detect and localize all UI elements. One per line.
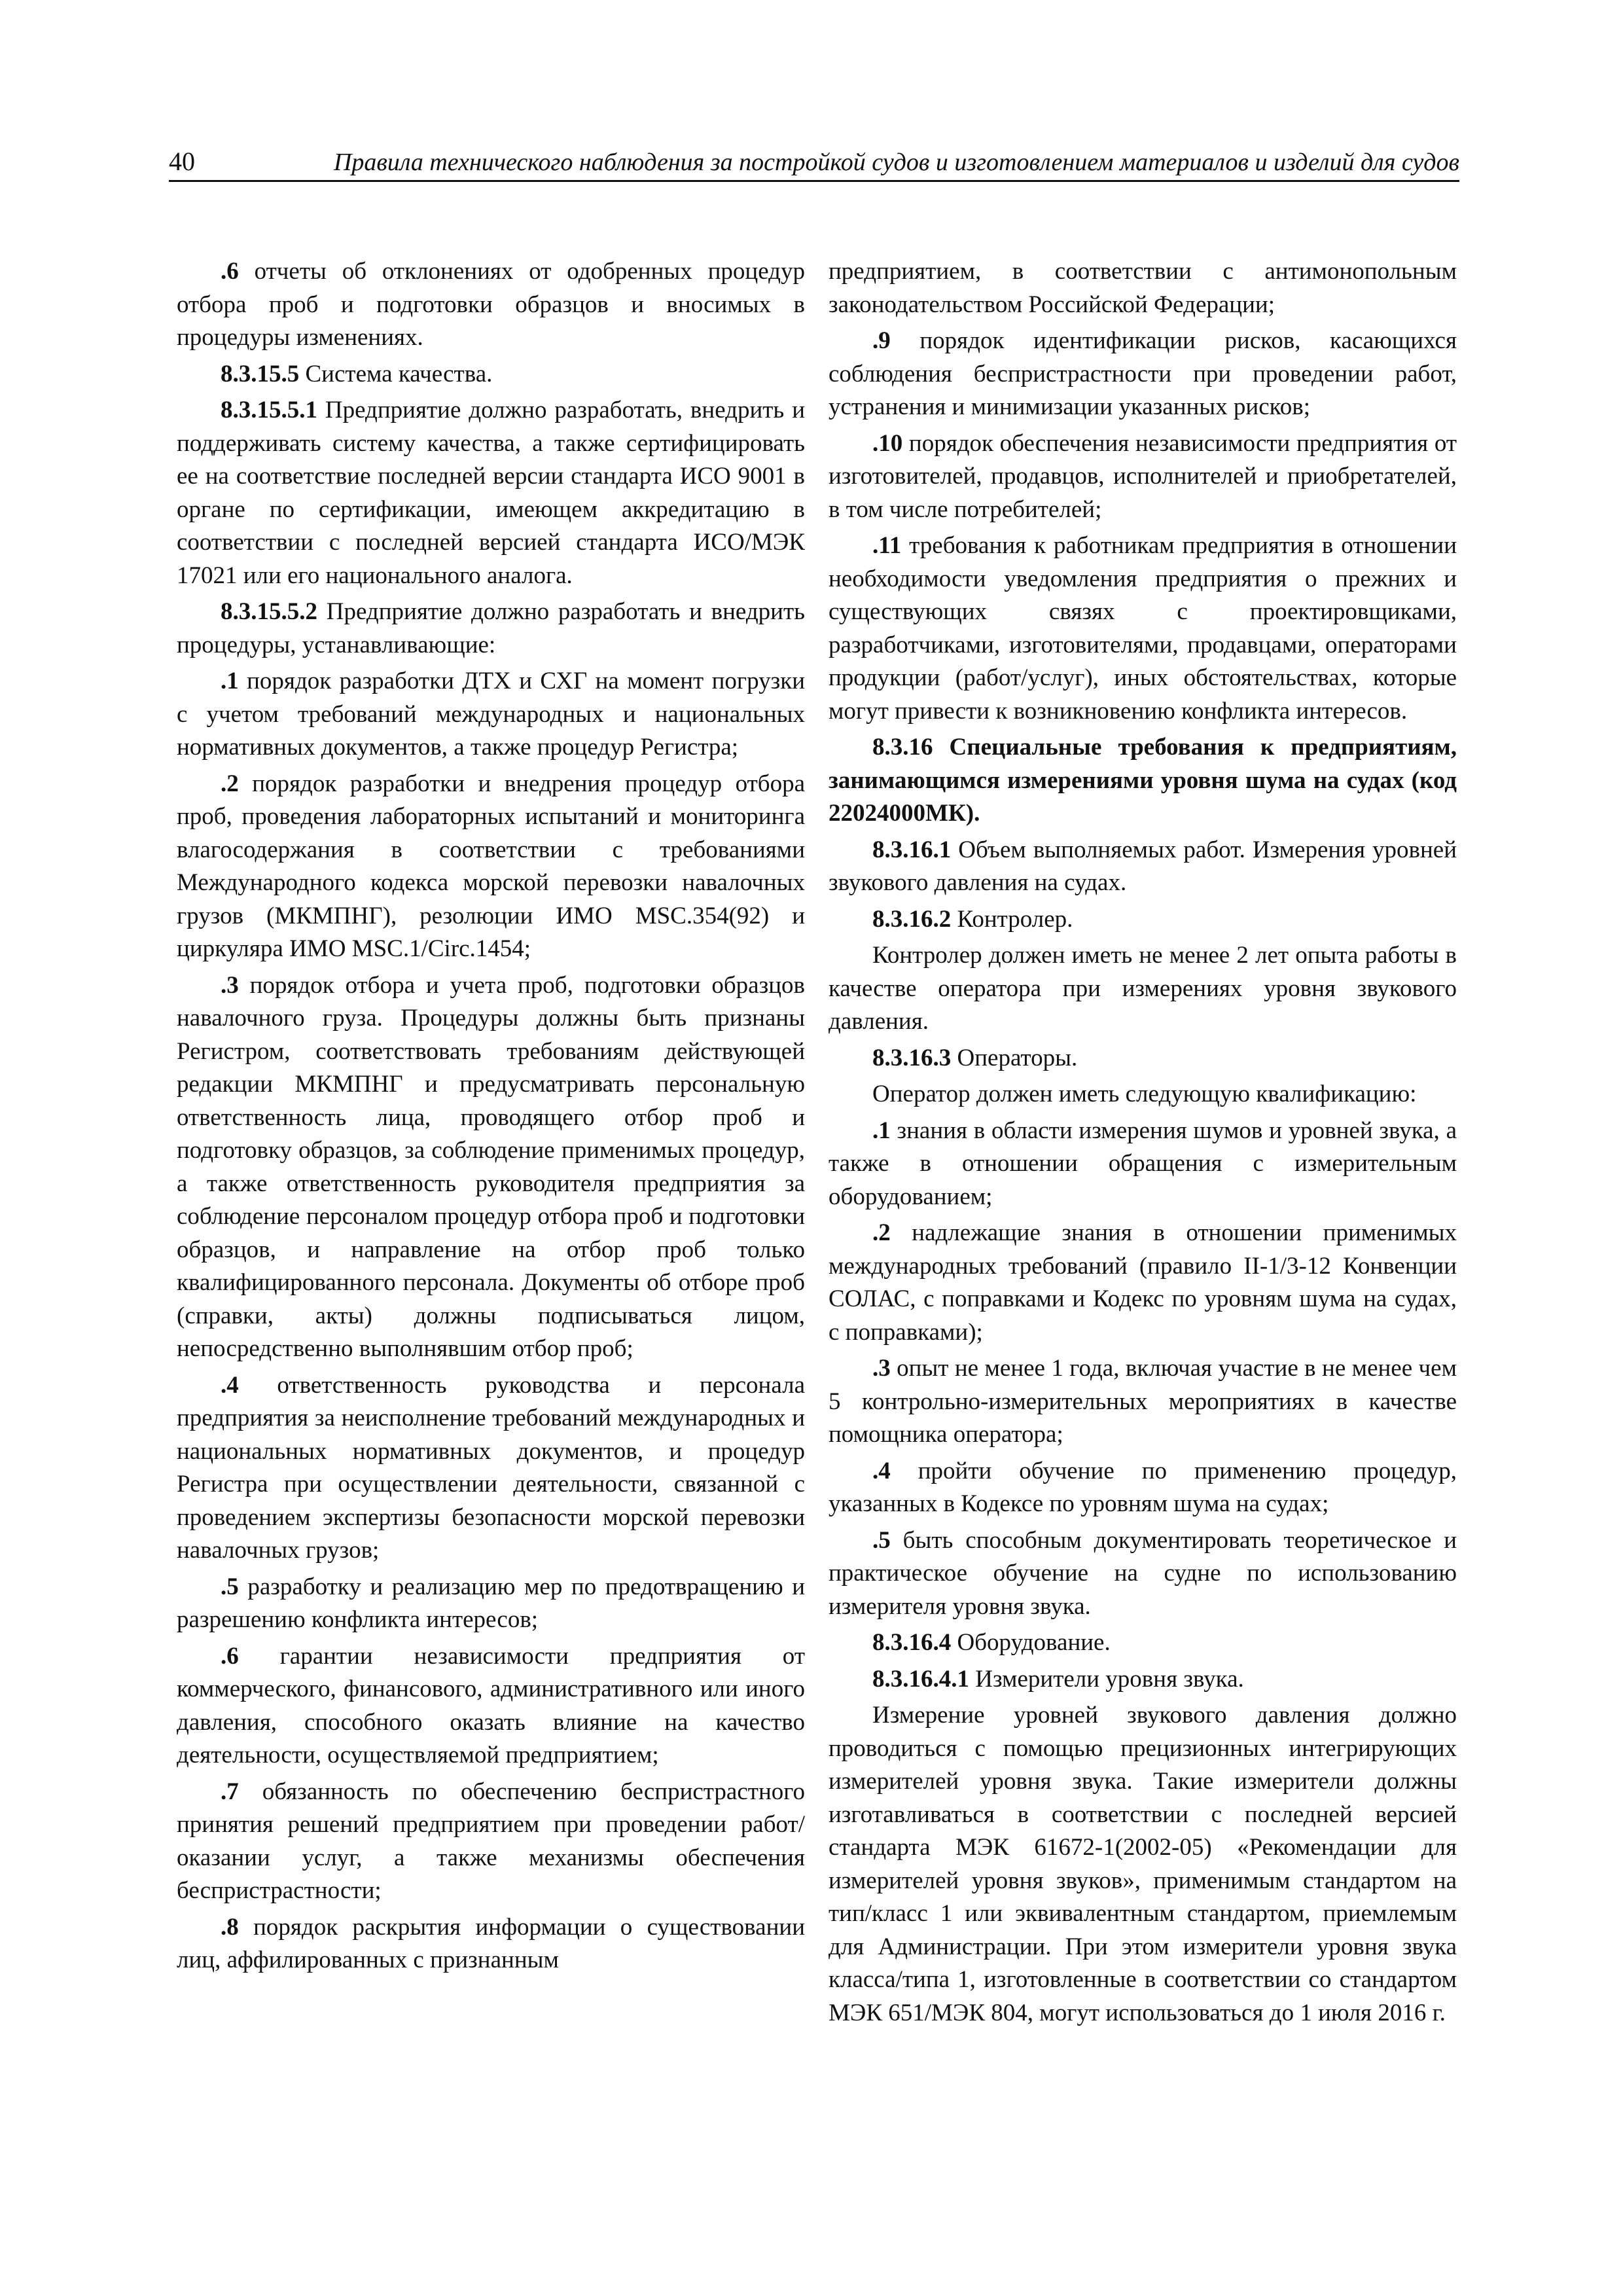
clause-number: .7 [221,1778,239,1805]
clause-number: 8.3.16.4 [872,1629,952,1656]
paragraph-text: порядок идентификации рисков, касающихся соблюдения беспристрастности при проведении работ, устранения и минимизации указанных рисков; [829,327,1457,420]
page-number: 40 [169,147,195,176]
clause-number: .4 [221,1371,239,1399]
paragraph-text: Оператор должен иметь следующую квалификацию: [872,1081,1417,1107]
paragraph-text: Оборудование. [951,1629,1111,1656]
paragraph [829,834,1457,900]
paragraph-text: быть способным документировать теоретическое и практическое обучение на судне по использованию измерителя уровня звука. [829,1526,1457,1620]
clause-number: 8.3.15.5.2 [221,598,317,625]
running-title: Правила технического наблюдения за постройкой судов и изготовлением материалов и изделий для судов [333,149,1459,176]
paragraph-text: порядок отбора и учета проб, подготовки образцов навалочного груза. Процедуры должны быть признаны Регистром, соответствовать требованиям действующей редакции МКМПНГ и предусматривать персональную ответственность лица, проводящего отбор проб и подготовку образцов, за соблюдение применимых процедур, а также ответственность руководителя предприятия за соблюдение персоналом процедур отбора проб и подготовки образцов, и направление на отбор проб только квалифицированного персонала. Документы об отборе проб (справки, акты) должны подписываться лицом, непосредственно выполнявшим отбор проб; [177,971,805,1362]
paragraph [829,1626,1457,1660]
paragraph [829,255,1457,321]
paragraph [829,1217,1457,1349]
clause-number: .2 [221,770,239,797]
clause-number: .10 [872,429,903,457]
paragraph-text: порядок обеспечения независимости предприятия от изготовителей, продавцов, исполнителей и приобретателей, в том числе потребителей; [829,429,1457,523]
paragraph [829,903,1457,937]
paragraph [177,969,805,1366]
paragraph-text: Объем выполняемых работ. Измерения уровней звукового давления на судах. [829,836,1457,896]
clause-number: 8.3.15.5.1 [221,397,317,423]
paragraph [177,596,805,662]
clause-number: .1 [221,668,239,694]
clause-number: .1 [872,1117,891,1144]
paragraph [829,1663,1457,1696]
paragraph-text: опыт не менее 1 года, включая участие в не менее чем 5 контрольно-измерительных мероприятиях в качестве помощника оператора; [829,1355,1457,1448]
paragraph [829,731,1457,831]
paragraph-text: Предприятие должно разработать и внедрить процедуры, устанавливающие: [177,598,805,658]
paragraph [829,427,1457,527]
paragraph-text: пройти обучение по применению процедур, указанных в Кодексе по уровням шума на судах; [829,1457,1457,1517]
paragraph [177,1369,805,1568]
clause-number: .6 [221,258,239,285]
paragraph-text: надлежащие знания в отношении применимых международных требований (правило II-1/3-12 Конвенции СОЛАС, с поправками и Кодекс по уровням шума на судах, с поправками); [829,1219,1457,1346]
paragraph [177,768,805,966]
clause-number: .2 [872,1219,891,1246]
paragraph-text: Предприятие должно разработать, внедрить и поддерживать систему качества, а также сертифицировать ее на соответствие последней версии стандарта ИСО 9001 в органе по сертификации, имеющем аккредитацию в соответствии с последней версией стандарта ИСО/МЭК 17021 или его национального аналога. [177,397,805,589]
running-header [169,143,1459,182]
paragraph-text: Контролер. [951,905,1073,933]
paragraph [177,1911,805,1977]
clause-number: .11 [872,532,902,559]
paragraph [829,1455,1457,1521]
clause-number: .8 [221,1913,239,1941]
paragraph-text: разработку и реализацию мер по предотвращению и разрешению конфликта интересов; [177,1573,805,1633]
paragraph [177,394,805,592]
clause-number: .4 [872,1457,891,1484]
paragraph-text: отчеты об отклонениях от одобренных процедур отбора проб и подготовки образцов и вносимых в процедуры изменениях. [177,258,805,351]
paragraph-text: гарантии независимости предприятия от коммерческого, финансового, административного или иного давления, способного оказать влияние на качество деятельности, осуществляемой предприятием; [177,1642,805,1768]
paragraph-text: Измерители уровня звука. [969,1665,1244,1693]
clause-number: 8.3.16.3 [872,1044,952,1071]
paragraph [177,1571,805,1637]
paragraph [177,665,805,764]
paragraph [829,1115,1457,1214]
paragraph [829,529,1457,728]
paragraph-text: требования к работникам предприятия в отношении необходимости уведомления предприятия о прежних и существующих связях с проектировщиками, разработчиками, изготовителями, продавцами, операторами продукции (работ/услуг), иных обстоятельствах, которые могут привести к возникновению конфликта интересов. [829,532,1457,725]
clause-number: .3 [221,971,239,999]
clause-number: .9 [872,327,891,354]
paragraph [829,1042,1457,1075]
paragraph-text: 8.3.16 Специальные требования к предприятиям, занимающимся измерениями уровня шума на судах (код 22024000МК). [829,734,1457,827]
paragraph [829,1352,1457,1452]
paragraph-text: порядок разработки ДТХ и СХГ на момент погрузки с учетом требований международных и национальных нормативных документов, а также процедур Регистра; [177,668,805,761]
paragraph-text: знания в области измерения шумов и уровней звука, а также в отношении обращения с измерительным оборудованием; [829,1117,1457,1210]
clause-number: 8.3.16.2 [872,905,952,933]
right-column [829,255,1457,2033]
paragraph-text: обязанность по обеспечению беспристрастного принятия решений предприятием при проведении работ/оказании услуг, а также механизмы обеспечения беспристрастности; [177,1778,805,1904]
clause-number: .5 [221,1573,239,1600]
paragraph-text: ответственность руководства и персонала предприятия за неисполнение требований международных и национальных нормативных документов, и процедур Регистра при осуществлении деятельности, связанной с проведением экспертизы безопасности морской перевозки навалочных грузов; [177,1371,805,1564]
paragraph-text: предприятием, в соответствии с антимонопольным законодательством Российской Федерации; [829,258,1457,318]
paragraph [829,1524,1457,1624]
paragraph [177,1640,805,1772]
clause-number: .3 [872,1355,891,1382]
clause-number: 8.3.15.5 [221,360,300,387]
paragraph [829,325,1457,424]
clause-number: .6 [221,1642,239,1670]
paragraph [177,255,805,355]
clause-number: 8.3.16.4.1 [872,1665,969,1693]
paragraph-text: Контролер должен иметь не менее 2 лет опыта работы в качестве оператора при измерениях уровня звукового давления. [829,942,1457,1035]
clause-number: 8.3.16.1 [872,836,952,863]
paragraph [829,939,1457,1039]
paragraph [177,1776,805,1908]
paragraph [177,358,805,391]
paragraph-text: Система качества. [299,360,493,387]
left-column [177,255,805,1981]
paragraph-text: порядок раскрытия информации о существовании лиц, аффилированных с признанным [177,1913,805,1973]
paragraph-text: Измерение уровней звукового давления должно проводиться с помощью прецизионных интегрирующих измерителей уровня звука. Такие измерители должны изготавливаться в соответствии с последней версией стандарта МЭК 61672-1(2002-05) «Рекомендации для измерителей уровня звуков», применимым стандартом на тип/класс 1 или эквивалентным стандартом, приемлемым для Администрации. При этом измерители уровня звука класса/типа 1, изготовленные в соответствии со стандартом МЭК 651/МЭК 804, могут использоваться до 1 июля 2016 г. [829,1702,1457,2026]
clause-number: .5 [872,1526,891,1554]
paragraph [829,1078,1457,1111]
paragraph [829,1699,1457,2030]
paragraph-text: порядок разработки и внедрения процедур отбора проб, проведения лабораторных испытаний и мониторинга влагосодержания в соответствии с требованиями Международного кодекса морской перевозки навалочных грузов (МКМПНГ), резолюции ИМО MSC.354(92) и циркуляра ИМО MSC.1/Circ.1454; [177,770,805,962]
paragraph-text: Операторы. [951,1044,1078,1071]
